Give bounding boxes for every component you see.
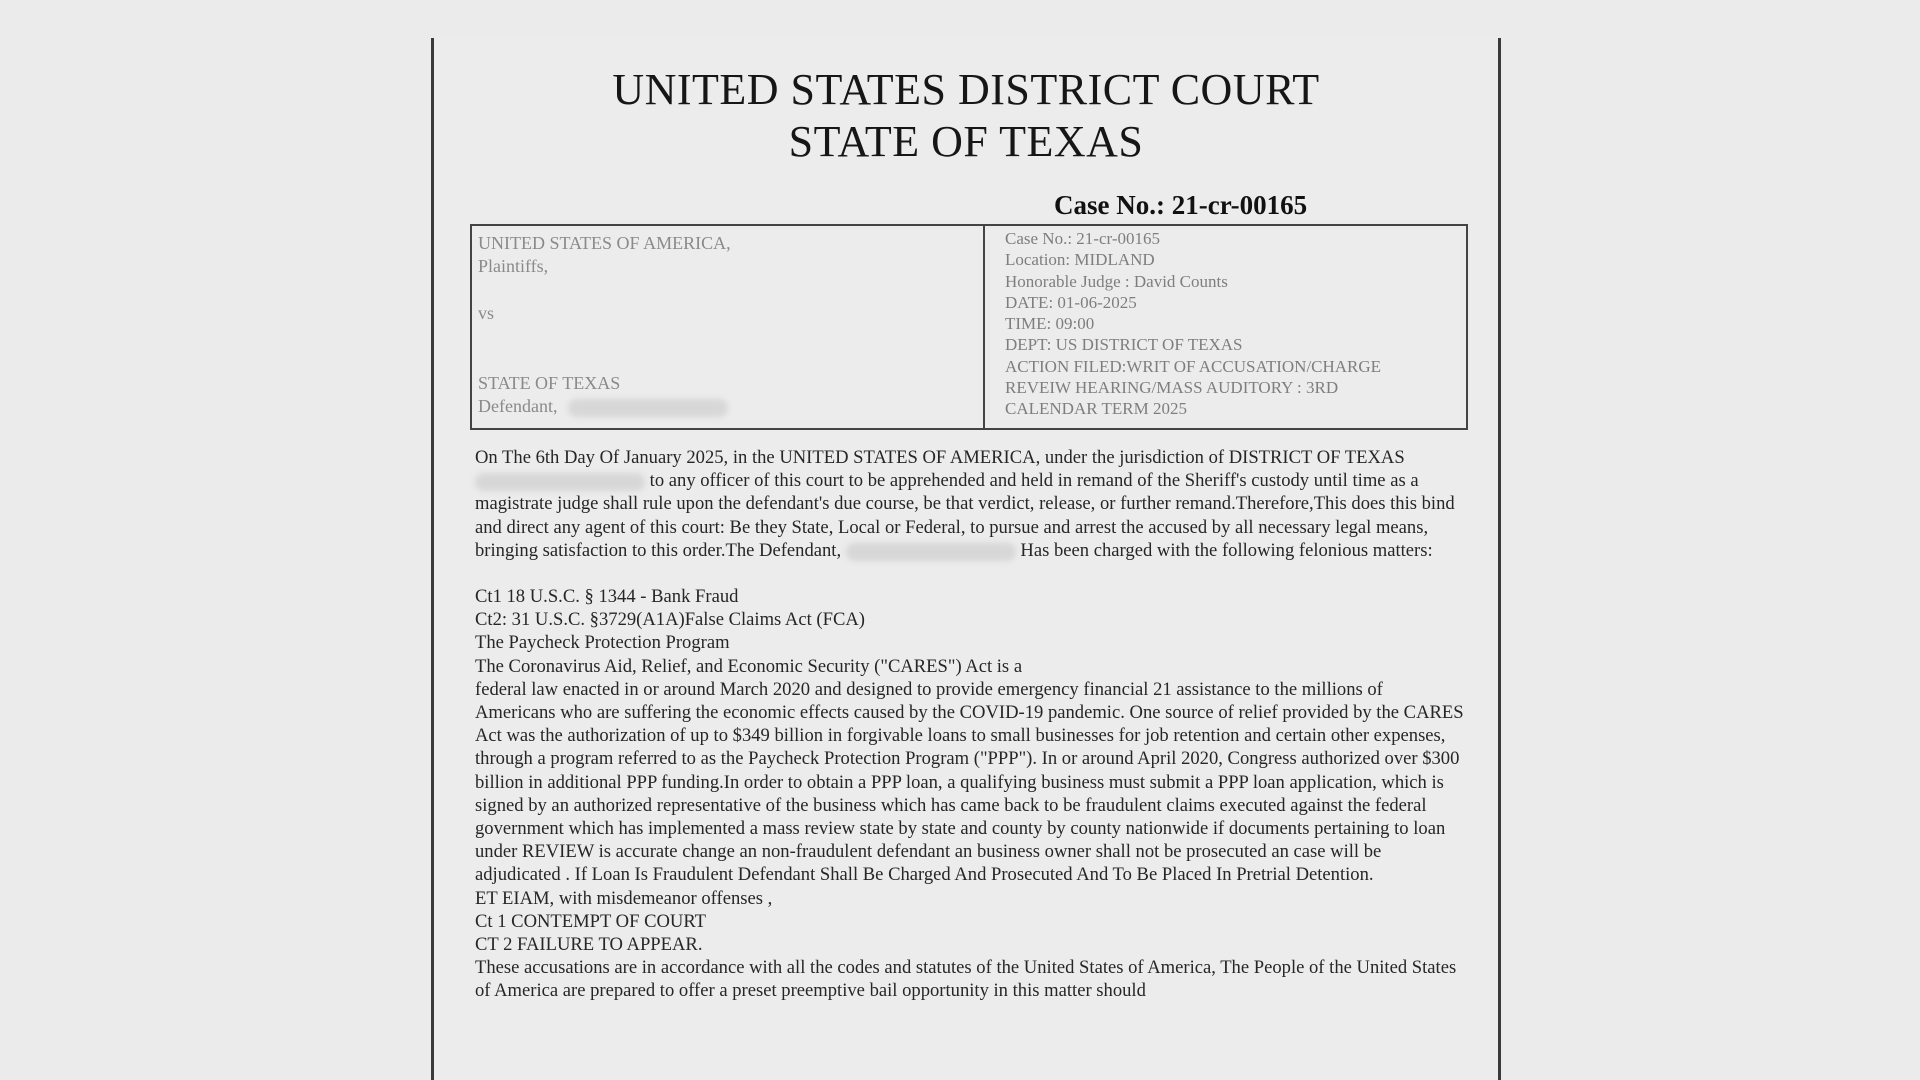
document-body	[475, 446, 1465, 1003]
detail-line: DEPT: US DISTRICT OF TEXAS	[1005, 335, 1243, 355]
intro-text-2: to any officer of this court to be apprehended and held in remand of the Sheriff's custody until time as a magistrate judge shall rule upon the defendant's due course, be that verdict, release, or further remand.Therefore,This does this bind and direct any agent of this court: Be they State, Local or Federal, to pursue and arrest the accused by all necessary legal means, bringing satisfaction to this order.The Defendant,	[475, 470, 1455, 561]
caption-parties	[472, 226, 985, 428]
defendant-name: STATE OF TEXAS	[478, 373, 621, 393]
redacted-name-2	[846, 543, 1016, 561]
detail-line: REVEIW HEARING/MASS AUDITORY : 3RD	[1005, 378, 1339, 398]
misdemeanor-line: Ct 1 CONTEMPT OF COURT	[475, 910, 706, 932]
case-number-heading: Case No.: 21-cr-00165	[1054, 190, 1308, 220]
versus-label: vs	[478, 303, 495, 323]
misdemeanor-line: CT 2 FAILURE TO APPEAR.	[475, 934, 703, 956]
redacted-defendant-name	[568, 399, 728, 417]
detail-line: Location: MIDLAND	[1005, 250, 1155, 270]
case-caption-box	[470, 224, 1468, 430]
plaintiff-role: Plaintiffs,	[478, 256, 549, 276]
court-title-line-2: STATE OF TEXAS	[788, 117, 1144, 166]
detail-line: CALENDAR TERM 2025	[1005, 399, 1187, 419]
misdemeanor-line: ET EIAM, with misdemeanor offenses ,	[475, 887, 773, 909]
cares-paragraph: federal law enacted in or around March 2020 and designed to provide emergency financial 21 assistance to the millions of Americans who are suffering the economic effects caused by the COVID-19 pandemic. One source of relief provided by the CARES Act was the authorization of up to $349 billion in forgivable loans to small businesses for job retention and certain other expenses, through a program referred to as the Paycheck Protection Program ("PPP"). In or around April 2020, Congress authorized over $300 billion in additional PPP funding.In order to obtain a PPP loan, a qualifying business must submit a PPP loan application, which is signed by an authorized representative of the business which has came back to be fraudulent claims executed against the federal government which has implemented a mass review state by state and county by county nationwide if documents pertaining to loan under REVIEW is accurate change an non-fraudulent defendant an business owner shall not be prosecuted an case will be adjudicated . If Loan Is Fraudulent Defendant Shall Be Charged And Prosecuted And To Be Placed In Pretrial Detention.	[475, 678, 1464, 886]
redacted-name-1	[475, 473, 645, 491]
intro-text-3: Has been charged with the following felonious matters:	[1020, 539, 1433, 561]
plaintiff-name: UNITED STATES OF AMERICA,	[478, 233, 731, 253]
detail-line: ACTION FILED:WRIT OF ACCUSATION/CHARGE	[1005, 356, 1382, 376]
court-title-line-1: UNITED STATES DISTRICT COURT	[612, 65, 1320, 114]
charge-line: Ct2: 31 U.S.C. §3729(A1A)False Claims Act (FCA)	[475, 609, 865, 631]
detail-line: Case No.: 21-cr-00165	[1005, 229, 1160, 248]
closing-paragraph: These accusations are in accordance with all the codes and statutes of the United States of America, The People of the United States of America are prepared to offer a preset preemptive bail opportunity in this matter should	[475, 957, 1457, 1002]
defendant-role-line	[478, 395, 728, 418]
charge-line: Ct1 18 U.S.C. § 1344 - Bank Fraud	[475, 586, 739, 608]
detail-line: DATE: 01-06-2025	[1005, 292, 1137, 312]
intro-paragraph	[475, 446, 1465, 562]
caption-case-details	[985, 226, 1466, 428]
court-title	[434, 64, 1498, 168]
detail-line: Honorable Judge : David Counts	[1005, 271, 1228, 291]
charge-line: The Coronavirus Aid, Relief, and Economic Security ("CARES") Act is a	[475, 655, 1023, 677]
intro-text-1: On The 6th Day Of January 2025, in the UNITED STATES OF AMERICA, under the jurisdiction of DISTRICT OF TEXAS	[475, 447, 1405, 468]
charge-line: The Paycheck Protection Program	[475, 632, 730, 654]
detail-line: TIME: 09:00	[1005, 314, 1095, 334]
defendant-role: Defendant,	[478, 396, 558, 416]
document-page	[431, 38, 1501, 1080]
